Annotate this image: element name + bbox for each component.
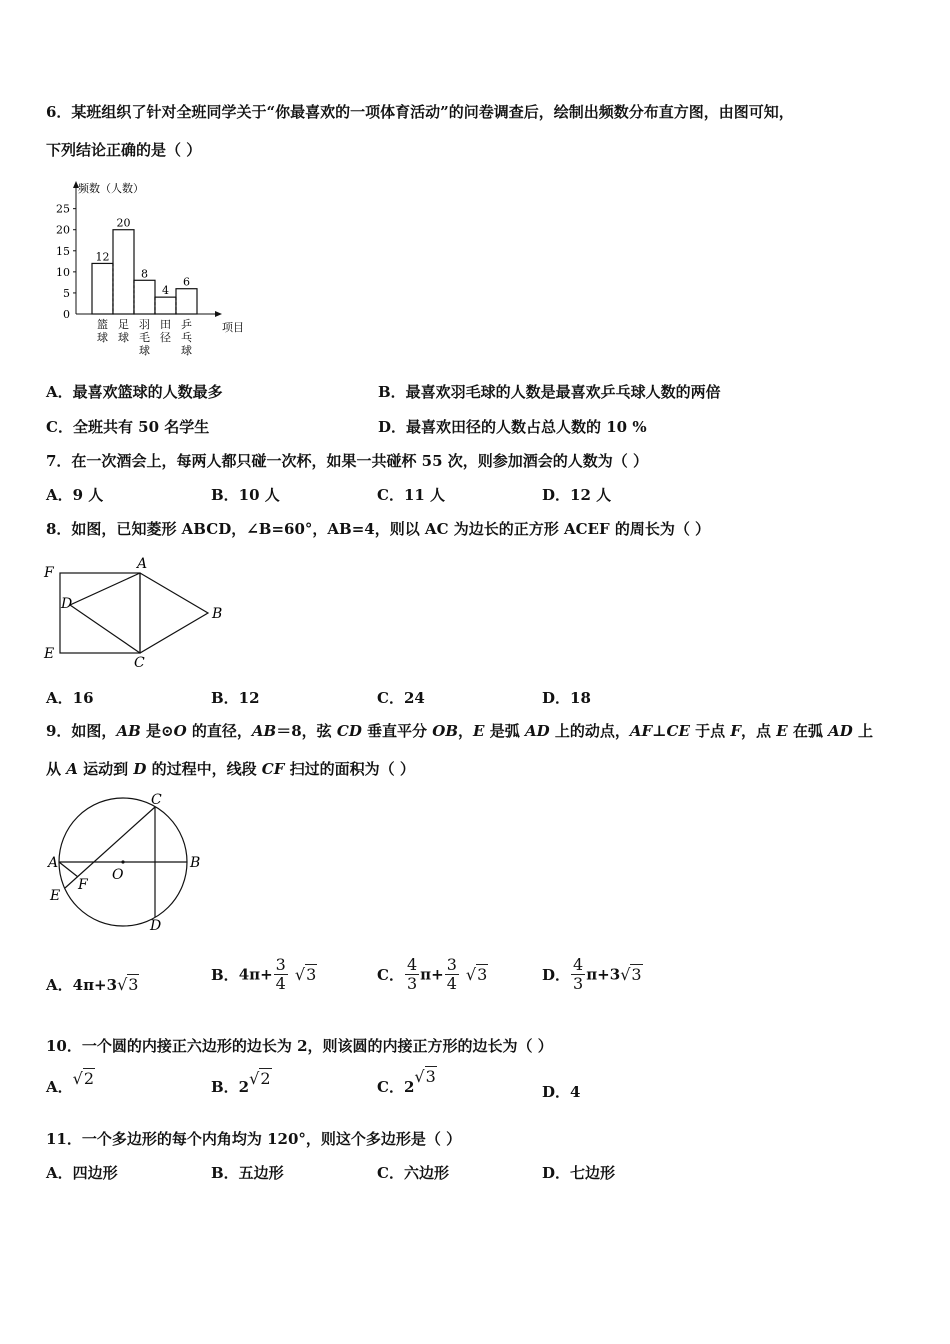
- histogram-bars: [92, 217, 197, 357]
- bar-value-label: 6: [183, 275, 190, 289]
- fraction: $\frac{4}{3}$: [406, 955, 418, 993]
- q6-stem-line2: 下列结论正确的是（ ）: [46, 141, 202, 159]
- sqrt-symbol: √3: [620, 965, 642, 984]
- q9-option-d[interactable]: D． $\frac{4}{3}$ π+3√3: [542, 955, 642, 993]
- label-a: A: [48, 855, 59, 871]
- q11-option-c[interactable]: C．六边形: [377, 1164, 449, 1182]
- y-tick-label: 5: [63, 286, 70, 300]
- square-acef: [60, 573, 140, 653]
- segment-ce: [65, 807, 155, 888]
- category-label: 乓: [181, 331, 192, 344]
- y-tick-label: 20: [56, 223, 70, 237]
- segment-af: [59, 862, 78, 877]
- q6-option-d[interactable]: D．最喜欢田径的人数占总人数的 10 %: [378, 418, 647, 436]
- fraction: $\frac{3}{4}$: [446, 955, 457, 993]
- q7-option-d[interactable]: D．12 人: [542, 486, 612, 504]
- q7-stem: 7．在一次酒会上，每两人都只碰一次杯，如果一共碰杯 55 次，则参加酒会的人数为（ ）: [46, 452, 648, 470]
- q10-option-b[interactable]: B．2√2: [211, 1069, 271, 1096]
- q9-option-a[interactable]: A．4π+3√3: [46, 975, 139, 994]
- y-tick-label: 10: [56, 265, 70, 279]
- q6-histogram: [50, 178, 260, 368]
- label-c: C: [151, 792, 162, 808]
- y-tick-label: 15: [56, 244, 70, 258]
- label-d: D: [150, 918, 162, 934]
- q6-stem-line1: 6．某班组织了针对全班同学关于“你最喜欢的一项体育活动”的问卷调查后，绘制出频数分布直方图，由图可知，: [46, 103, 794, 121]
- histogram-bar: [134, 280, 155, 314]
- q8-option-a[interactable]: A．16: [46, 689, 94, 707]
- bar-value-label: 8: [141, 267, 148, 281]
- q7-option-c[interactable]: C．11 人: [377, 486, 446, 504]
- label-c: C: [134, 655, 145, 671]
- q10-option-a[interactable]: A．√2: [46, 1069, 95, 1096]
- category-label: 羽: [139, 318, 150, 331]
- q11-stem: 11．一个多边形的每个内角均为 120°，则这个多边形是（ ）: [46, 1130, 462, 1148]
- center-point: [121, 860, 124, 863]
- q6-option-b[interactable]: B．最喜欢羽毛球的人数是最喜欢乒乓球人数的两倍: [378, 383, 721, 401]
- category-label: 田: [160, 318, 171, 331]
- label-d: D: [61, 596, 73, 612]
- category-label: 毛: [139, 331, 150, 344]
- q9-stem-line1: 9．如图，AB 是⊙O 的直径，AB＝8，弦 CD 垂直平分 OB，E 是弧 AD 上的动点，AF⊥CE 于点 F，点 E 在弧 AD 上: [46, 722, 874, 740]
- y-tick-label: 0: [63, 308, 70, 321]
- q11-option-a[interactable]: A．四边形: [46, 1164, 118, 1182]
- y-tick-label: 25: [56, 202, 70, 216]
- q9-option-c[interactable]: C． $\frac{4}{3}$ π+ $\frac{3}{4}$ √3: [377, 955, 488, 993]
- sqrt-symbol: √2: [72, 1069, 95, 1088]
- category-label: 球: [139, 344, 150, 357]
- sqrt-symbol: √3: [414, 1067, 436, 1086]
- label-f: F: [78, 877, 88, 893]
- sqrt-symbol: √3: [465, 965, 488, 984]
- label-e: E: [44, 646, 55, 662]
- histogram-xlabel: 项目: [222, 321, 244, 334]
- sqrt-symbol: √2: [249, 1069, 271, 1088]
- q9-option-b[interactable]: B．4π+ $\frac{3}{4}$ √3: [211, 955, 317, 993]
- q8-figure: [40, 555, 230, 675]
- q8-option-c[interactable]: C．24: [377, 689, 425, 707]
- q7-option-a[interactable]: A．9 人: [46, 486, 104, 504]
- label-a: A: [137, 556, 148, 572]
- bar-value-label: 4: [162, 284, 169, 298]
- q9-figure: [40, 790, 210, 938]
- label-o: O: [112, 867, 124, 883]
- histogram-bar: [176, 289, 197, 314]
- q8-option-b[interactable]: B．12: [211, 689, 260, 707]
- histogram-bar: [92, 263, 113, 314]
- x-axis-arrow: [215, 311, 222, 317]
- category-label: 球: [118, 331, 129, 344]
- sqrt-symbol: √3: [294, 965, 317, 984]
- rhombus-abcd: [70, 573, 208, 653]
- q11-option-d[interactable]: D．七边形: [542, 1164, 616, 1182]
- q10-option-c[interactable]: C．2√3: [377, 1067, 436, 1096]
- fraction: $\frac{4}{3}$: [573, 955, 584, 993]
- bar-value-label: 20: [116, 216, 131, 230]
- category-label: 篮: [97, 318, 108, 331]
- q11-option-b[interactable]: B．五边形: [211, 1164, 284, 1182]
- sqrt-symbol: √3: [117, 975, 139, 994]
- q6-option-c[interactable]: C．全班共有 50 名学生: [46, 418, 210, 436]
- label-e: E: [50, 888, 61, 904]
- category-label: 球: [97, 331, 108, 344]
- bar-value-label: 12: [95, 250, 110, 264]
- fraction: $\frac{3}{4}$: [275, 955, 286, 993]
- q9-stem-line2: 从 A 运动到 D 的过程中，线段 CF 扫过的面积为（ ）: [46, 760, 415, 778]
- histogram-y-ticks: [56, 203, 76, 321]
- label-b: B: [212, 606, 223, 622]
- q10-option-d[interactable]: D．4: [542, 1083, 581, 1101]
- label-b: B: [190, 855, 201, 871]
- category-label: 球: [181, 344, 192, 357]
- category-label: 径: [160, 331, 171, 344]
- q7-option-b[interactable]: B．10 人: [211, 486, 280, 504]
- histogram-bar: [155, 297, 176, 314]
- category-label: 乒: [181, 318, 192, 331]
- label-f: F: [44, 565, 54, 581]
- q10-stem: 10．一个圆的内接正六边形的边长为 2，则该圆的内接正方形的边长为（ ）: [46, 1037, 553, 1055]
- histogram-bar: [113, 230, 134, 314]
- q8-option-d[interactable]: D．18: [542, 689, 591, 707]
- q8-stem: 8．如图，已知菱形 ABCD，∠B=60°，AB=4，则以 AC 为边长的正方形 ACEF 的周长为（ ）: [46, 520, 711, 538]
- category-label: 足: [118, 318, 129, 331]
- q6-option-a[interactable]: A．最喜欢篮球的人数最多: [46, 383, 223, 401]
- histogram-ylabel: 频数（人数）: [78, 182, 144, 195]
